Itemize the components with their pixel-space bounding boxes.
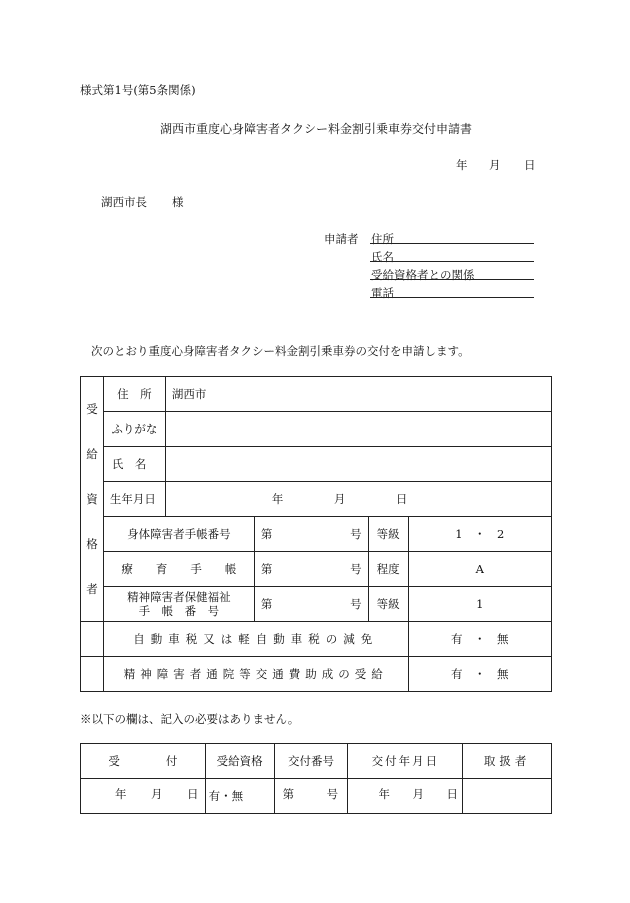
form-number: 様式第1号(第5条関係) (80, 83, 196, 97)
addressee-honorific: 様 (172, 195, 184, 209)
applicant-address-label[interactable]: 住所 (371, 232, 394, 246)
address-field[interactable]: 湖西市 (165, 377, 551, 412)
physical-grade-label: 等級 (368, 517, 408, 552)
birth-date-label: 生年月日 (103, 482, 165, 517)
transport-subsidy-label: 精神障害者通院等交通費助成の受給 (103, 657, 408, 692)
applicant-phone-label[interactable]: 電話 (371, 286, 394, 300)
tax-exemption-label: 自動車税又は軽自動車税の減免 (103, 622, 408, 657)
rehabilitation-degree-options[interactable]: A (408, 552, 551, 587)
tax-exemption-options[interactable]: 有 ・ 無 (408, 622, 551, 657)
applicant-relation-label[interactable]: 受給資格者との関係 (371, 268, 475, 282)
applicant-relation-line (370, 279, 534, 280)
furigana-label: ふりがな (103, 412, 165, 447)
address-label: 住 所 (103, 377, 165, 412)
handler-cell (463, 779, 552, 814)
applicant-phone-line (370, 297, 534, 298)
rehabilitation-handbook-number-field[interactable]: 第 号 (254, 552, 368, 587)
rehabilitation-degree-label: 程度 (368, 552, 408, 587)
application-statement: 次のとおり重度心身障害者タクシー料金割引乗車券の交付を申請します。 (91, 344, 470, 358)
issue-date-cell: 年 月 日 (348, 779, 463, 814)
mental-grade-label: 等級 (368, 587, 408, 622)
mental-handbook-label: 精神障害者保健福祉 手 帳 番 号 (103, 587, 254, 622)
issue-number-cell: 第 号 (274, 779, 348, 814)
qualification-cell: 有・無 (205, 779, 274, 814)
applicant-name-line (370, 261, 534, 262)
recipient-side-label: 受 給 資 格 者 (81, 377, 104, 622)
mental-grade-options[interactable]: 1 (408, 587, 551, 622)
physical-handbook-label: 身体障害者手帳番号 (103, 517, 254, 552)
date-year-label: 年 (456, 158, 468, 172)
physical-handbook-number-field[interactable]: 第 号 (254, 517, 368, 552)
header-qualification: 受給資格 (205, 744, 274, 779)
rehabilitation-handbook-label: 療 育 手 帳 (103, 552, 254, 587)
document-title: 湖西市重度心身障害者タクシー料金割引乗車券交付申請書 (160, 122, 473, 136)
header-reception: 受 付 (81, 744, 206, 779)
physical-grade-options[interactable]: 1 ・ 2 (408, 517, 551, 552)
applicant-name-label[interactable]: 氏名 (371, 250, 394, 264)
mental-handbook-number-field[interactable]: 第 号 (254, 587, 368, 622)
name-label: 氏 名 (103, 447, 165, 482)
transport-subsidy-options[interactable]: 有 ・ 無 (408, 657, 551, 692)
header-handler: 取扱者 (463, 744, 552, 779)
recipient-table (80, 376, 552, 692)
addressee-name: 湖西市長 (101, 195, 147, 209)
date-day-label: 日 (524, 158, 536, 172)
date-month-label: 月 (489, 158, 501, 172)
birth-date-field[interactable]: 年 月 日 (165, 482, 551, 517)
name-field[interactable] (165, 447, 551, 482)
applicant-label: 申請者 (324, 232, 359, 246)
office-use-table (80, 743, 552, 814)
header-issue-number: 交付番号 (274, 744, 348, 779)
furigana-field[interactable] (165, 412, 551, 447)
office-use-note: ※以下の欄は、記入の必要はありません。 (80, 712, 300, 726)
reception-date-cell: 年 月 日 (81, 779, 206, 814)
header-issue-date: 交付年月日 (348, 744, 463, 779)
applicant-address-line (370, 243, 534, 244)
